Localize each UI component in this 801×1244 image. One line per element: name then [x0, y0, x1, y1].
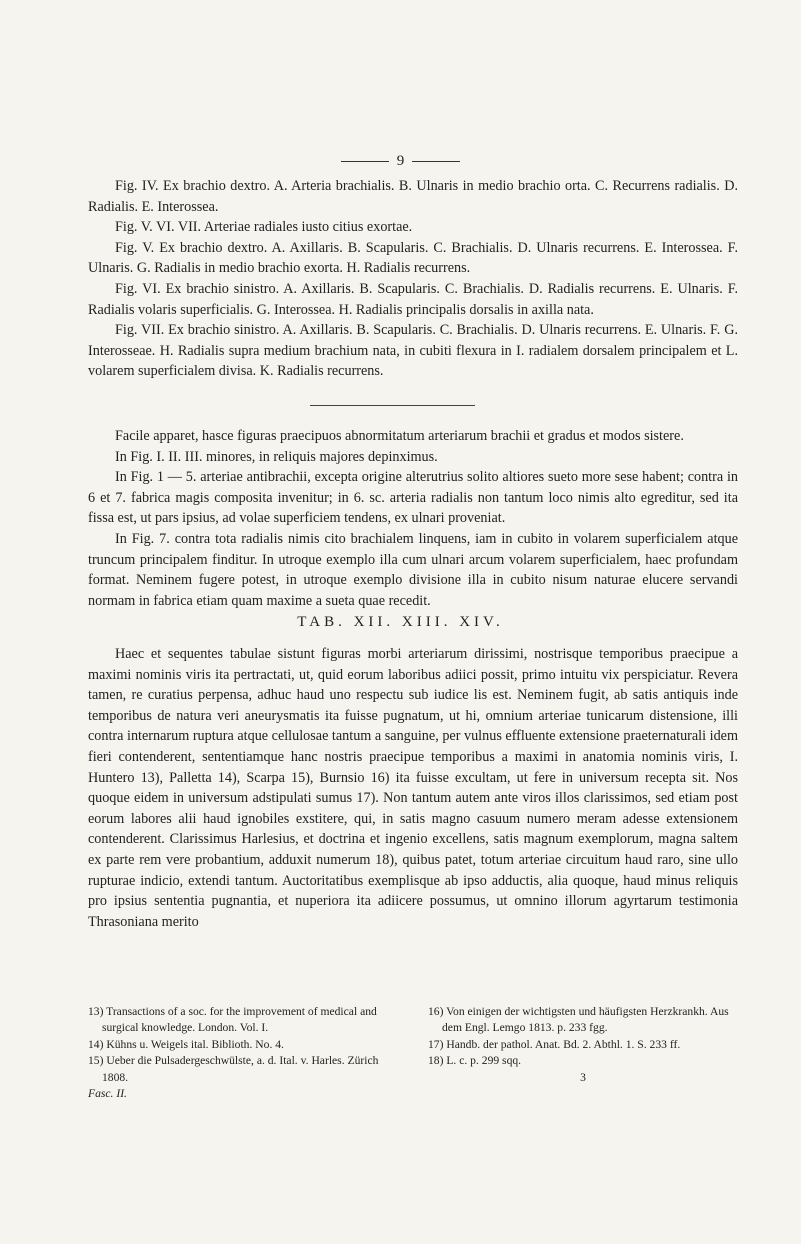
gathering-number: 3 — [580, 1070, 586, 1084]
footnote: 16) Von einigen der wichtigsten und häufigsten Herzkrankh. Aus dem Engl. Lemgo 1813. p. 233 fgg. — [428, 1005, 729, 1035]
figure-captions — [88, 176, 738, 382]
footnotes — [88, 1004, 738, 1102]
signature-mark: Fasc. II. — [88, 1087, 127, 1101]
caption: Fig. V. Ex brachio dextro. A. Axillaris. B. Scapularis. C. Brachialis. D. Ulnaris recurrens. E. Interossea. F. Ulnaris. G. Radialis in medio brachio exorta. H. Radialis recurrens. — [88, 239, 738, 277]
paragraph: In Fig. 1 — 5. arteriae antibrachii, excepta origine alterutrius solito altiores sueto more sese habent; contra in 6 et 7. fabrica magis composita invenitur; in 6. sc. arteria radialis non tantum loco nimis alto egreditur, sed ita fissa est, ut pars ipsius, ad volae superficiem tendens, ex ulnari proveniat. — [88, 469, 738, 527]
footnotes-left-column — [88, 1004, 398, 1102]
footnote: 15) Ueber die Pulsadergeschwülste, a. d. Ital. v. Harles. Zürich 1808. — [88, 1054, 379, 1084]
footnote: 17) Handb. der pathol. Anat. Bd. 2. Abthl. 1. S. 233 ff. — [428, 1037, 681, 1051]
section-heading: TAB. XII. XIII. XIV. — [297, 614, 504, 630]
page-number: 9 — [0, 153, 801, 170]
paragraph: Haec et sequentes tabulae sistunt figuras morbi arteriarum dirissimi, nostrisque temporibus praecipue a maximi nominis viris ita pertractati, ut, quid eorum laboribus adiici possit, primo intuitu vix perspiciatur. Revera tamen, re curatius perpensa, adhuc haud uno respectu sub iudice lis est. Neminem fugit, ab satis antiquis inde temporibus de natura veri aneurysmatis ita fuisse pugnatum, ut hi, omnium arteriae tunicarum distensione, illi contra internarum ruptura atque cellulosae tantum a sanguine, per vulnus effluente extensione praeternaturali idem fieri contenderent, sententiamque hanc nostris praecipue temporibus a maximi in anatomia nominis viris, I. Huntero 13), Palletta 14), Scarpa 15), Burnsio 16) ita fuisse excultam, ut fere in universum recepta sit. Nos quoque eidem in universum adstipulati sumus 17). Non tantum autem ante viros illos clarissimos, sed etiam post eorum labores alii haud ignobiles exstitere, qui, in satis magno casuum numero meram adesse extensionem contenderent. Clarissimus Harlesius, et doctrina et ingenio excellens, satis magnum exemplorum, magna saltem ex parte rem vere probantium, adduxit numerum 18), quibus patet, totum arteriae circuitum haud raro, sine ullo rupturae indicio, extendi tantum. Auctoritatibus exemplisque ab ipso adductis, alia quoque, haud minus reliquis pro ipsius sententia pugnantia, et nuperiora ita adiicere possumus, ut omnino illorum agyrtarum testimonia Thrasoniana merito — [88, 646, 738, 930]
paragraph: In Fig. I. II. III. minores, in reliquis majores depinximus. — [115, 448, 438, 465]
section-divider — [310, 405, 475, 406]
caption: Fig. V. VI. VII. Arteriae radiales iusto citius exortae. — [115, 219, 413, 236]
footnote: 14) Kühns u. Weigels ital. Biblioth. No. 4. — [88, 1037, 284, 1051]
caption: Fig. VII. Ex brachio sinistro. A. Axillaris. B. Scapularis. C. Brachialis. D. Ulnaris recurrens. E. Ulnaris. F. G. Interosseae. H. Radialis supra medium brachium nata, in cubiti flexura in I. radialem dorsalem principalem et L. volarem superficialem divisa. K. Radialis recurrens. — [88, 322, 738, 380]
section-text — [88, 644, 738, 932]
paragraph: Facile apparet, hasce figuras praecipuos abnormitatum arteriarum brachii et gradus et modos sistere. — [115, 428, 684, 444]
caption: Fig. VI. Ex brachio sinistro. A. Axillaris. B. Scapularis. C. Brachialis. D. Radialis recurrens. E. Ulnaris. F. Radialis volaris superficialis. G. Interossea. H. Radialis principalis dorsalis in axilla nata. — [88, 280, 738, 318]
footnote: 18) L. c. p. 299 sqq. — [428, 1054, 522, 1068]
footnote: 13) Transactions of a soc. for the improvement of medical and surgical knowledge. London. Vol. I. — [88, 1005, 377, 1035]
footnotes-right-column — [428, 1004, 738, 1102]
body-text — [88, 426, 738, 611]
paragraph: In Fig. 7. contra tota radialis nimis cito brachialem linquens, iam in cubito in volarem superficialem atque truncum principalem finditur. In utroque exemplo illa cum ulnari arcum volarem superficialem, haec profundam format. Neminem fugere potest, in utroque exemplo divisione illa in cubito nisum naturae elucere servandi normam in fabrica etiam quam maxime a sueta quae recedit. — [88, 530, 738, 609]
caption: Fig. IV. Ex brachio dextro. A. Arteria brachialis. B. Ulnaris in medio brachio orta. C. Recurrens radialis. D. Radialis. E. Interossea. — [88, 178, 738, 215]
